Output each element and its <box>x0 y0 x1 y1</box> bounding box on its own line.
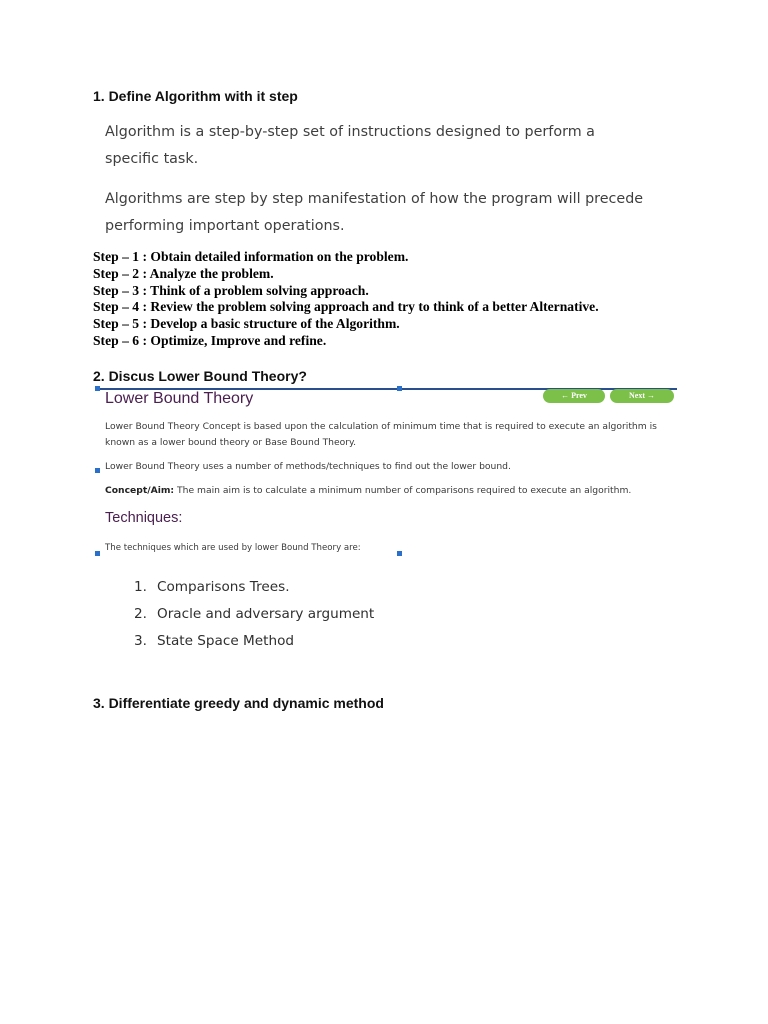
list-number: 1. <box>134 579 147 595</box>
step-item: Step – 6 : Optimize, Improve and refine. <box>93 332 327 348</box>
resize-handle[interactable] <box>397 386 402 391</box>
step-item: Step – 2 : Analyze the problem. <box>93 265 274 281</box>
concept-aim-paragraph <box>105 483 675 499</box>
lower-bound-title: Lower Bound Theory <box>105 390 254 407</box>
algorithm-definition-2 <box>105 186 705 240</box>
question-1-heading: 1. Define Algorithm with it step <box>93 88 298 104</box>
lower-bound-screenshot <box>97 388 677 556</box>
definition-line: Algorithm is a step-by-step set of instructions designed to perform a <box>105 124 595 140</box>
question-2-heading: 2. Discus Lower Bound Theory? <box>93 368 307 384</box>
step-item: Step – 4 : Review the problem solving approach and try to think of a better Alternative. <box>93 299 599 315</box>
list-item <box>134 574 374 601</box>
list-text: Comparisons Trees. <box>157 579 290 595</box>
lower-bound-paragraph-2: Lower Bound Theory uses a number of methods/techniques to find out the lower bound. <box>105 461 511 472</box>
step-item: Step – 1 : Obtain detailed information on the problem. <box>93 249 409 264</box>
list-number: 2. <box>134 606 147 622</box>
algorithm-steps-list <box>93 249 599 350</box>
definition-line: performing important operations. <box>105 218 345 234</box>
step-item: Step – 5 : Develop a basic structure of the Algorithm. <box>93 316 400 332</box>
resize-handle[interactable] <box>95 551 100 556</box>
definition-line: Algorithms are step by step manifestation of how the program will precede <box>105 191 644 207</box>
resize-handle[interactable] <box>95 468 100 473</box>
techniques-list <box>134 574 374 655</box>
techniques-intro: The techniques which are used by lower Bound Theory are: <box>105 543 361 553</box>
techniques-title: Techniques: <box>105 510 183 526</box>
list-text: State Space Method <box>157 633 295 649</box>
list-text: Oracle and adversary argument <box>157 606 375 622</box>
step-item: Step – 3 : Think of a problem solving approach. <box>93 282 369 298</box>
concept-label: Concept/Aim: <box>105 485 175 496</box>
algorithm-definition-1 <box>105 119 705 173</box>
list-number: 3. <box>134 633 147 649</box>
prev-button[interactable]: ← Prev <box>543 389 605 403</box>
question-3-heading: 3. Differentiate greedy and dynamic method <box>93 695 384 711</box>
concept-text: The main aim is to calculate a minimum number of comparisons required to execute an algorithm. <box>174 485 632 496</box>
resize-handle[interactable] <box>95 386 100 391</box>
list-item <box>134 628 374 655</box>
lower-bound-paragraph-1: Lower Bound Theory Concept is based upon the calculation of minimum time that is required to execute an algorithm is known as a lower bound theory or Base Bound Theory. <box>105 421 657 448</box>
next-button[interactable]: Next → <box>610 389 674 403</box>
list-item <box>134 601 374 628</box>
definition-line: specific task. <box>105 151 199 167</box>
